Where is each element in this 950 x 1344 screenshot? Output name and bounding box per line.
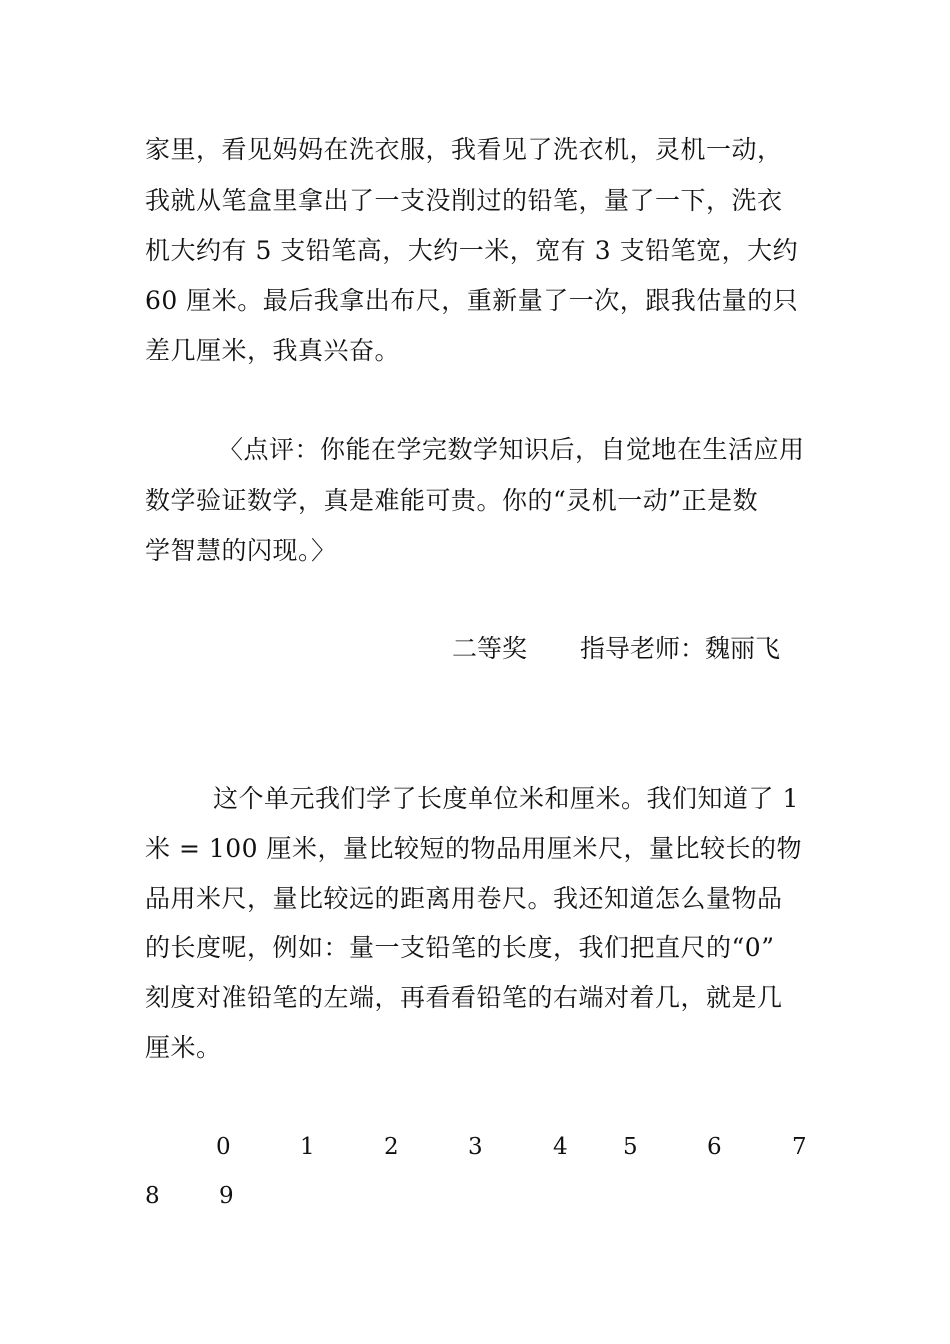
ruler-number: 9 bbox=[219, 1183, 234, 1209]
award-signature bbox=[452, 634, 780, 664]
comment-line: 〈点评：你能在学完数学知识后，自觉地在生活应用 bbox=[218, 435, 805, 464]
paragraph-line: 60 厘米。最后我拿出布尺，重新量了一次，跟我估量的只 bbox=[145, 286, 799, 315]
paragraph-line: 米 = 100 厘米，量比较短的物品用厘米尺，量比较长的物 bbox=[145, 834, 803, 863]
comment-line: 数学验证数学，真是难能可贵。你的“灵机一动”正是数 bbox=[145, 486, 759, 515]
teacher-name: 指导老师：魏丽飞 bbox=[580, 634, 781, 663]
paragraph-line: 机大约有 5 支铅笔高，大约一米，宽有 3 支铅笔宽，大约 bbox=[145, 236, 799, 265]
ruler-number: 2 bbox=[384, 1134, 399, 1160]
paragraph-line: 品用米尺，量比较远的距离用卷尺。我还知道怎么量物品 bbox=[145, 884, 783, 913]
paragraph-line: 的长度呢，例如：量一支铅笔的长度，我们把直尺的“0” bbox=[145, 933, 775, 962]
comment-line: 学智慧的闪现。〉 bbox=[145, 536, 337, 565]
paragraph-line: 我就从笔盒里拿出了一支没削过的铅笔，量了一下，洗衣 bbox=[145, 186, 783, 215]
paragraph-line: 厘米。 bbox=[145, 1033, 222, 1062]
ruler-number: 0 bbox=[216, 1134, 231, 1160]
ruler-number: 6 bbox=[707, 1134, 722, 1160]
paragraph-line: 刻度对准铅笔的左端，再看看铅笔的右端对着几，就是几 bbox=[145, 983, 783, 1012]
award-label: 二等奖 bbox=[452, 634, 528, 663]
ruler-number: 4 bbox=[553, 1134, 568, 1160]
ruler-number: 7 bbox=[792, 1134, 807, 1160]
ruler-number: 1 bbox=[300, 1134, 315, 1160]
ruler-number: 8 bbox=[145, 1183, 160, 1209]
paragraph-line: 家里，看见妈妈在洗衣服，我看见了洗衣机，灵机一动， bbox=[145, 135, 783, 164]
ruler-number: 3 bbox=[468, 1134, 483, 1160]
ruler-number: 5 bbox=[623, 1134, 638, 1160]
paragraph-line: 差几厘米，我真兴奋。 bbox=[145, 336, 401, 365]
paragraph-line: 这个单元我们学了长度单位米和厘米。我们知道了 1 bbox=[213, 784, 799, 813]
